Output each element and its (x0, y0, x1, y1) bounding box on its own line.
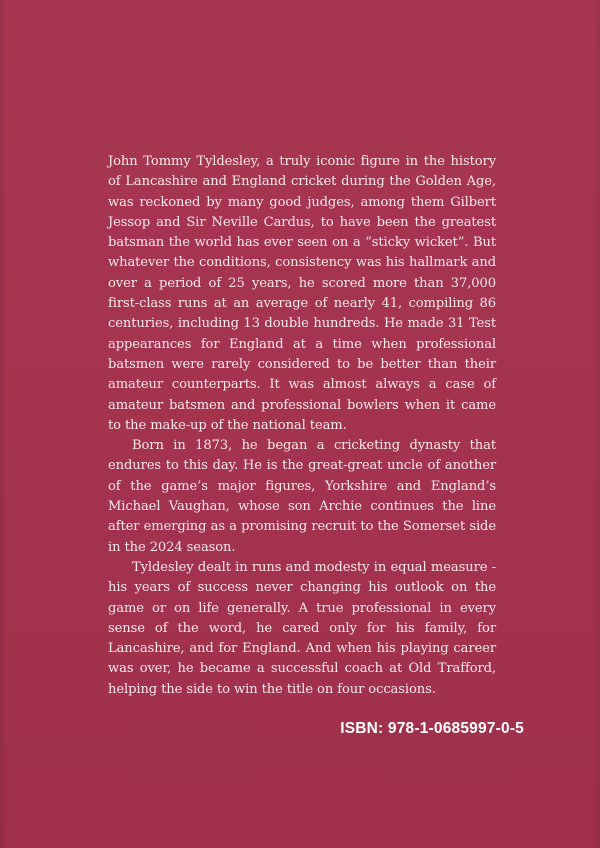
blurb-paragraph-2: Born in 1873, he began a cricketing dynasty that endures to this day. He is the great-great uncle of another of the game’s major figures, Yorkshire and England’s Michael Vaughan, whose son Archie continues the line after emerging as a promising recruit to the Somerset side in the 2024 season. (108, 438, 496, 555)
blurb-paragraph-3: Tyldesley dealt in runs and modesty in equal measure - his years of success never changing his outlook on the game or on life generally. A true professional in every sense of the word, he cared only for his family, for Lancashire, and for England. And when his playing career was over, he became a successful coach at Old Trafford, helping the side to win the title on four occasions. (108, 559, 496, 697)
isbn-label: ISBN: 978-1-0685997-0-5 (340, 720, 524, 737)
blurb-paragraph-1: John Tommy Tyldesley, a truly iconic figure in the history of Lancashire and England cricket during the Golden Age, was reckoned by many good judges, among them Gilbert Jessop and Sir Neville Cardus, to have been the greatest batsman the world has ever seen on a “sticky wicket”. But whatever the conditions, consistency was his hallmark and over a period of 25 years, he scored more than 37,000 first-class runs at an average of nearly 41, compiling 86 centuries, including 13 double hundreds. He made 31 Test appearances for England at a time when professional batsmen were rarely considered to be better than their amateur counterparts. It was almost always a case of amateur batsmen and professional bowlers when it came to the make-up of the national team. (108, 154, 496, 433)
blurb-text (108, 152, 496, 700)
